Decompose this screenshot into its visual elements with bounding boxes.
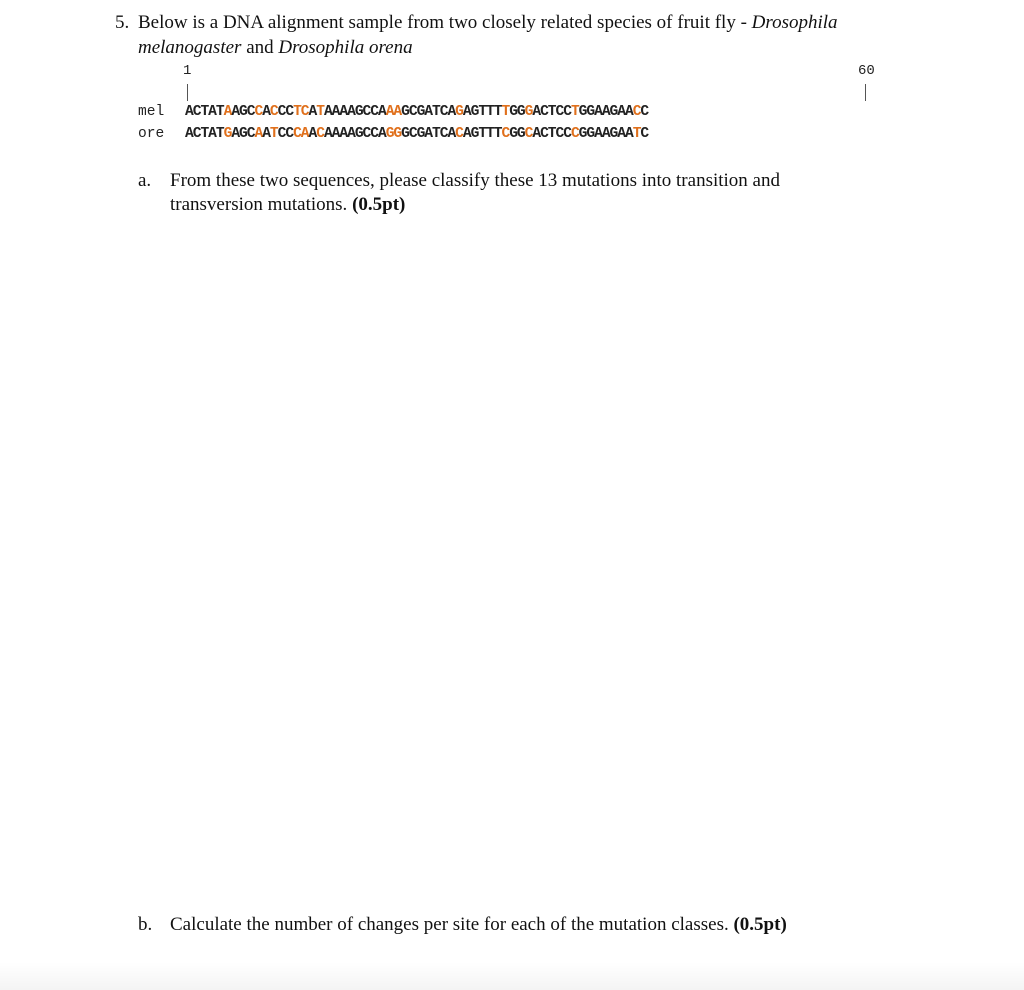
base: T — [478, 104, 487, 120]
base: A — [617, 104, 625, 120]
base: T — [215, 126, 224, 142]
base: G — [239, 126, 247, 142]
base: T — [200, 126, 209, 142]
base: T — [493, 104, 502, 120]
sequence-text — [185, 104, 648, 120]
mutation-base: T — [269, 126, 278, 142]
base: C — [246, 126, 255, 142]
base: C — [192, 104, 201, 120]
base: T — [432, 104, 440, 120]
alignment-start-tick — [187, 84, 188, 101]
base: T — [478, 126, 487, 142]
mutation-base: A — [223, 104, 232, 120]
base: C — [277, 126, 286, 142]
conjunction: and — [241, 37, 279, 58]
part-a-points: (0.5pt) — [352, 194, 406, 215]
base: A — [532, 104, 541, 120]
base: C — [192, 126, 201, 142]
mutation-base: G — [385, 126, 394, 142]
mutation-base: T — [501, 104, 510, 120]
base: A — [208, 126, 216, 142]
base: G — [416, 104, 425, 120]
mutation-base: G — [223, 126, 232, 142]
base: C — [640, 104, 649, 120]
base: G — [239, 104, 247, 120]
base: A — [208, 104, 216, 120]
mutation-base: T — [570, 104, 579, 120]
base: G — [354, 126, 363, 142]
base: A — [601, 104, 610, 120]
mutation-base: C — [632, 104, 641, 120]
base: C — [370, 126, 378, 142]
base: A — [308, 126, 317, 142]
base: A — [377, 126, 386, 142]
base: G — [470, 104, 479, 120]
mutation-base: C — [316, 126, 324, 142]
base: A — [231, 126, 240, 142]
part-b-letter: b. — [138, 914, 153, 935]
mutation-base: T — [293, 104, 301, 120]
base: A — [339, 104, 348, 120]
mutation-base: C — [254, 104, 263, 120]
base: C — [563, 126, 571, 142]
base: G — [509, 126, 517, 142]
page-bottom-edge — [0, 962, 1024, 990]
question-intro: Below is a DNA alignment sample from two closely related species of fruit fly - — [138, 12, 752, 33]
base: G — [470, 126, 479, 142]
base: G — [354, 104, 363, 120]
mutation-base: T — [632, 126, 641, 142]
sequence-text — [185, 126, 648, 142]
base: A — [617, 126, 625, 142]
base: C — [640, 126, 649, 142]
base: A — [331, 104, 340, 120]
base: A — [601, 126, 610, 142]
question-header — [115, 11, 838, 35]
mutation-base: T — [316, 104, 324, 120]
base: A — [323, 126, 332, 142]
base: C — [362, 104, 371, 120]
base: C — [563, 104, 571, 120]
part-a — [138, 169, 870, 217]
base: A — [347, 104, 355, 120]
part-b-points: (0.5pt) — [733, 914, 787, 935]
base: A — [594, 104, 602, 120]
part-b-text: Calculate the number of changes per site for each of the mutation classes. — [170, 914, 729, 935]
base: C — [408, 126, 417, 142]
part-a-text: From these two sequences, please classify these 13 mutations into transition and transversion mutations. — [170, 170, 780, 215]
base: C — [285, 104, 294, 120]
mutation-base: C — [501, 126, 510, 142]
base: C — [439, 126, 448, 142]
base: A — [594, 126, 602, 142]
base: T — [493, 126, 502, 142]
sequence-row-ore — [138, 126, 648, 146]
base: G — [586, 104, 595, 120]
mutation-base: C — [293, 126, 301, 142]
base: A — [262, 104, 270, 120]
base: T — [547, 126, 556, 142]
mutation-base: A — [393, 104, 402, 120]
base: A — [231, 104, 240, 120]
base: A — [185, 126, 193, 142]
sequence-label: ore — [138, 126, 165, 142]
base: T — [432, 126, 440, 142]
base: G — [609, 126, 618, 142]
base: A — [308, 104, 317, 120]
species-name-1: melanogaster — [138, 37, 242, 58]
base: A — [331, 126, 340, 142]
base: C — [285, 126, 294, 142]
question-header-continued — [138, 36, 413, 60]
base: C — [370, 104, 378, 120]
base: A — [347, 126, 355, 142]
base: G — [516, 104, 525, 120]
base: A — [262, 126, 270, 142]
mutation-base: C — [455, 126, 463, 142]
base: G — [516, 126, 525, 142]
mutation-base: C — [570, 126, 579, 142]
base: A — [424, 126, 432, 142]
genus-name: Drosophila — [751, 12, 838, 33]
mutation-base: G — [524, 104, 533, 120]
base: C — [277, 104, 286, 120]
mutation-base: A — [300, 126, 309, 142]
base: T — [547, 104, 556, 120]
mutation-base: A — [254, 126, 263, 142]
species-name-2: Drosophila orena — [278, 37, 413, 58]
sequence-label: mel — [138, 104, 165, 120]
base: C — [246, 104, 255, 120]
question-number: 5. — [115, 12, 130, 33]
mutation-base: G — [393, 126, 402, 142]
base: A — [447, 126, 456, 142]
mutation-base: C — [524, 126, 533, 142]
base: G — [509, 104, 517, 120]
base: A — [532, 126, 541, 142]
alignment-start-label: 1 — [183, 63, 192, 79]
base: G — [578, 104, 587, 120]
part-a-letter: a. — [138, 170, 152, 191]
mutation-base: C — [300, 104, 309, 120]
base: C — [540, 126, 548, 142]
base: T — [200, 104, 209, 120]
base: G — [401, 126, 409, 142]
part-b — [138, 913, 787, 937]
alignment-end-label: 60 — [858, 63, 875, 79]
mutation-base: G — [455, 104, 463, 120]
mutation-base: C — [269, 104, 278, 120]
base: A — [323, 104, 332, 120]
base: A — [624, 104, 633, 120]
base: A — [462, 104, 471, 120]
alignment-end-tick — [865, 84, 866, 101]
base: G — [416, 126, 425, 142]
base: A — [339, 126, 348, 142]
base: A — [185, 104, 193, 120]
base: A — [462, 126, 471, 142]
base: C — [408, 104, 417, 120]
base: C — [362, 126, 371, 142]
base: G — [578, 126, 587, 142]
base: A — [424, 104, 432, 120]
sequence-row-mel — [138, 104, 648, 124]
base: G — [401, 104, 409, 120]
base: C — [555, 126, 564, 142]
base: A — [447, 104, 456, 120]
mutation-base: A — [385, 104, 394, 120]
base: A — [624, 126, 633, 142]
base: G — [586, 126, 595, 142]
base: C — [555, 104, 564, 120]
base: T — [486, 126, 494, 142]
base: A — [377, 104, 386, 120]
base: T — [215, 104, 224, 120]
base: G — [609, 104, 618, 120]
base: T — [486, 104, 494, 120]
base: C — [439, 104, 448, 120]
base: C — [540, 104, 548, 120]
